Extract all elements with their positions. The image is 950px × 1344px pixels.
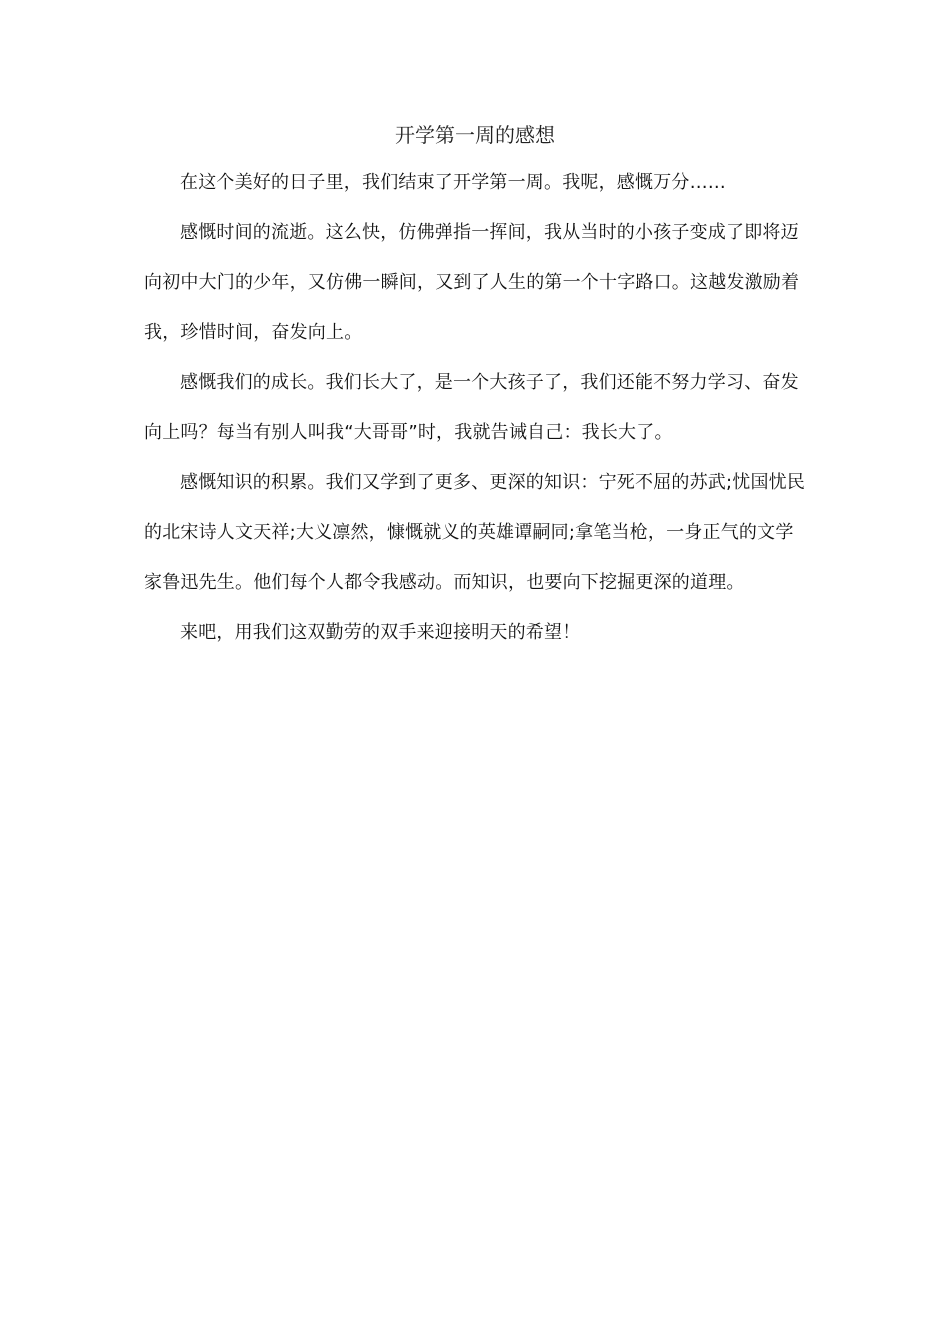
- paragraph-3: 感慨我们的成长。我们长大了，是一个大孩子了，我们还能不努力学习、奋发向上吗？每当有别人叫我“大哥哥”时，我就告诫自己：我长大了。: [144, 372, 799, 443]
- document-title: 开学第一周的感想: [395, 123, 555, 147]
- document-body: [144, 158, 808, 658]
- paragraph-1: 在这个美好的日子里，我们结束了开学第一周。我呢，感慨万分……: [180, 172, 726, 193]
- paragraph-4: 感慨知识的积累。我们又学到了更多、更深的知识：宁死不屈的苏武;忧国忧民的北宋诗人文天祥;大义凛然，慷慨就义的英雄谭嗣同;拿笔当枪，一身正气的文学家鲁迅先生。他们每个人都令我感动。而知识，也要向下挖掘更深的道理。: [144, 472, 806, 593]
- paragraph-5: 来吧，用我们这双勤劳的双手来迎接明天的希望！: [180, 622, 581, 643]
- paragraph-2: 感慨时间的流逝。这么快，仿佛弹指一挥间，我从当时的小孩子变成了即将迈向初中大门的少年，又仿佛一瞬间，又到了人生的第一个十字路口。这越发激励着我，珍惜时间，奋发向上。: [144, 222, 800, 343]
